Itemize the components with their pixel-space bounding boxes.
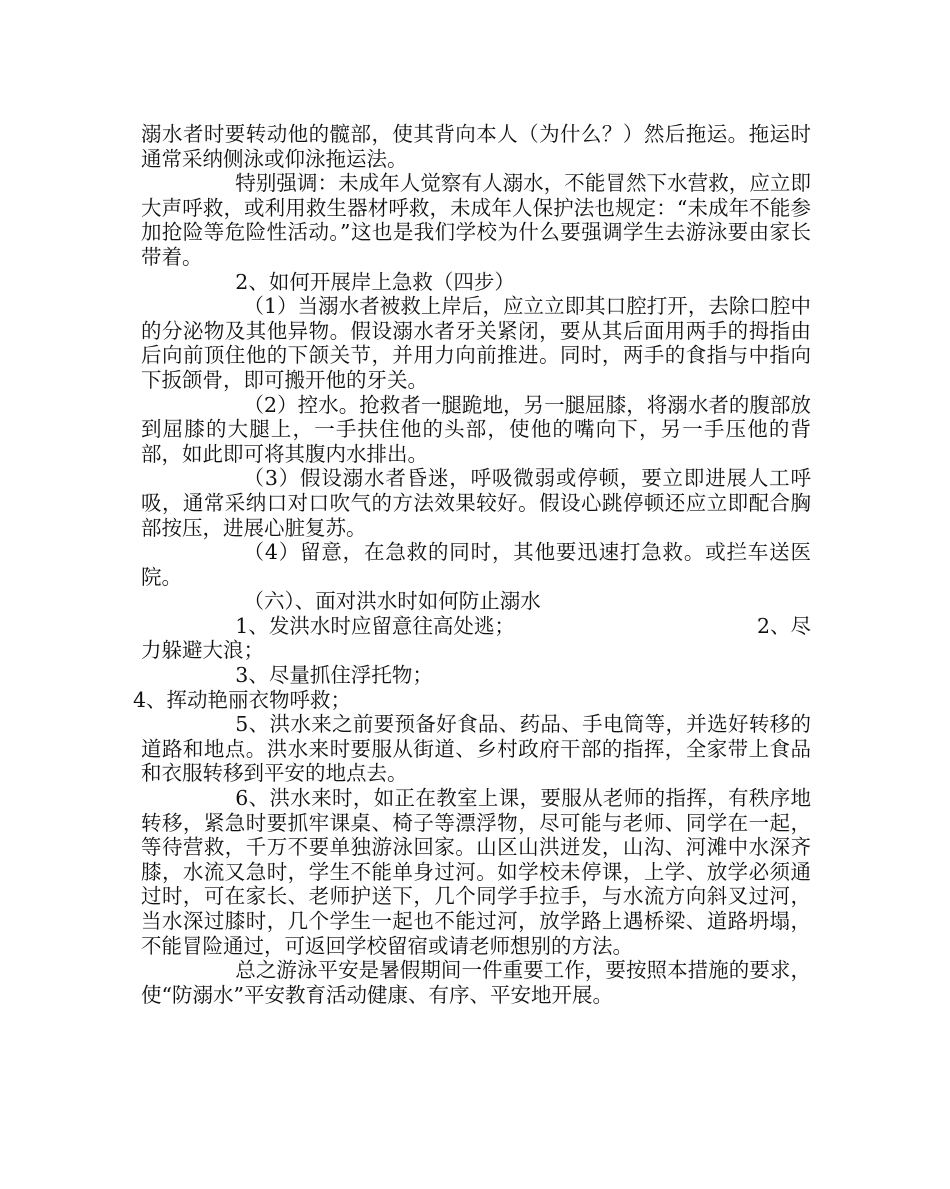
paragraph-step-3: （3）假设溺水者昏迷，呼吸微弱或停顿，要立即进展人工呼吸，通常采纳口对口吹气的方法效果较好。假设心跳停顿还应立即配合胸部按压，进展心脏复苏。 xyxy=(141,466,811,540)
flood-tip-6: 6、洪水来时，如正在教室上课，要服从老师的指挥，有秩序地转移，紧急时要抓牢课桌、椅子等漂浮物，尽可能与老师、同学在一起，等待营救，千万不要单独游泳回家。山区山洪迸发，山沟、河滩中水深齐膝，水流又急时，学生不能单身过河。如学校未停课，上学、放学必须通过时，可在家长、老师护送下，几个同学手拉手，与水流方向斜叉过河，当水深过膝时，几个学生一起也不能过河，放学路上遇桥梁、道路坍塌，不能冒险通过，可返回学校留宿或请老师想别的方法。 xyxy=(141,786,811,958)
flood-tip-3: 3、尽量抓住浮托物； xyxy=(235,663,433,688)
document-body xyxy=(133,122,811,1007)
flood-tips-line xyxy=(141,614,811,639)
paragraph-step-2: （2）控水。抢救者一腿跪地，另一腿屈膝，将溺水者的腹部放到屈膝的大腿上，一手扶住他的头部，使他的嘴向下，另一手压他的背部，如此即可将其腹内水排出。 xyxy=(141,392,811,466)
flood-tip-2-end: 力躲避大浪； xyxy=(141,638,264,663)
flood-tip-1: 1、发洪水时应留意往高处逃； xyxy=(235,613,515,638)
paragraph-conclusion: 总之游泳平安是暑假期间一件重要工作，要按照本措施的要求，使“防溺水”平安教育活动健康、有序、平安地开展。 xyxy=(141,958,811,1007)
paragraph-rescue-towing: 溺水者时要转动他的髋部，使其背向本人（为什么？）然后拖运。拖运时通常采纳侧泳或仰泳拖运法。 xyxy=(141,122,811,171)
section-heading-shore-first-aid: 2、如何开展岸上急救（四步） xyxy=(235,269,515,294)
flood-tip-5: 5、洪水来之前要预备好食品、药品、手电筒等，并选好转移的道路和地点。洪水来时要服从街道、乡村政府干部的指挥，全家带上食品和衣服转移到平安的地点去。 xyxy=(141,712,811,786)
section-heading-flood: （六）、面对洪水时如何防止溺水 xyxy=(243,589,541,614)
paragraph-step-4: （4）留意，在急救的同时，其他要迅速打急救。或拦车送医院。 xyxy=(141,540,811,589)
flood-tip-4: 4、挥动艳丽衣物呼救； xyxy=(133,687,352,712)
paragraph-special-emphasis: 特别强调：未成年人觉察有人溺水，不能冒然下水营救，应立即大声呼救，或利用救生器材呼救，未成年人保护法也规定：“未成年不能参加抢险等危险性活动。”这也是我们学校为什么要强调学生去游泳要由家长带着。 xyxy=(141,171,811,269)
flood-tip-2-start: 2、尽 xyxy=(756,613,811,638)
paragraph-step-1: （1）当溺水者被救上岸后，应立立即其口腔打开，去除口腔中的分泌物及其他异物。假设溺水者牙关紧闭，要从其后面用两手的拇指由后向前顶住他的下颌关节，并用力向前推进。同时，两手的食指与中指向下扳颌骨，即可搬开他的牙关。 xyxy=(141,294,811,392)
